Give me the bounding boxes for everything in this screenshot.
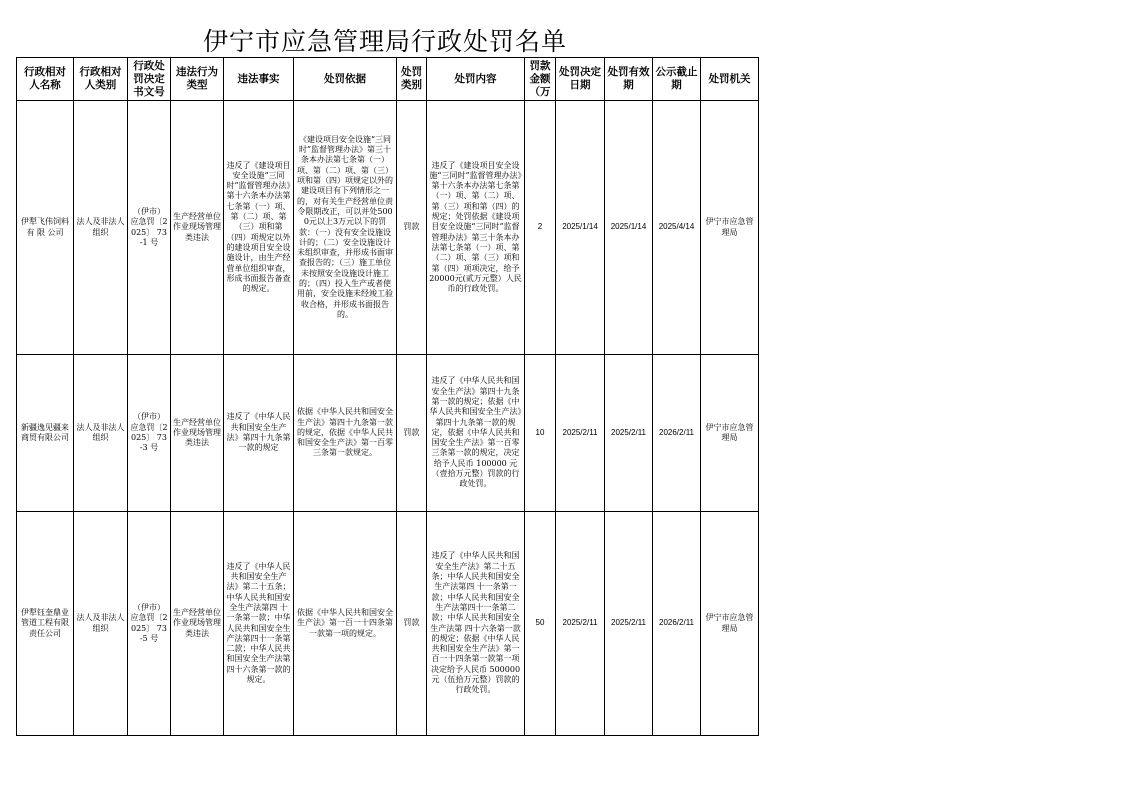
authority-cell: 伊宁市应急管理局 [701,512,759,736]
entity-name-cell: 伊犁飞伟饲料有 限 公司 [17,101,74,355]
penalty-basis-cell: 依据《中华人民共和国安全生产法》第四十九条第一款的规定，依据《中华人民共和国安全生产法》第一百零三条第一款规定。 [294,355,397,512]
fine-amount-cell: 50 [525,512,556,736]
document-number-cell: （伊市）应急罚〔2025〕 73-3 号 [128,355,171,512]
penalty-table [16,57,759,736]
penalty-content-cell: 违反了《中华人民共和国安全生产法》第四十九条第一款的规定；依据《中华人民共和国安全生产法》第四十九条第一款的规定，依据《中华人民共和国安全生产法》第一百零三条第一款的规定，决定给予人民币 100000 元（壹拾万元整）罚款的行政处罚。 [427,355,525,512]
header-cell: 处罚内容 [427,58,525,101]
page-title: 伊宁市应急管理局行政处罚名单 [202,27,567,56]
decision-date-cell: 2025/2/11 [556,512,605,736]
entity-category-cell: 法人及非法人组织 [74,355,128,512]
penalty-basis-cell: 依据《中华人民共和国安全生产法》第一百一十四条第一款第一项的规定。 [294,512,397,736]
validity-date-cell: 2025/1/14 [605,101,653,355]
entity-category-cell: 法人及非法人组织 [74,101,128,355]
header-cell: 处罚机关 [701,58,759,101]
table-header-row [17,58,759,101]
violation-type-cell: 生产经营单位作业现场管理类违法 [171,512,224,736]
penalty-type-cell: 罚款 [397,101,427,355]
header-cell: 行政相对人类别 [74,58,128,101]
decision-date-cell: 2025/2/11 [556,355,605,512]
violation-type-cell: 生产经营单位作业现场管理类违法 [171,355,224,512]
header-cell: 处罚类别 [397,58,427,101]
header-cell: 公示截止期 [653,58,701,101]
fine-amount-cell: 2 [525,101,556,355]
header-cell: 处罚依据 [294,58,397,101]
penalty-type-cell: 罚款 [397,512,427,736]
penalty-type-cell: 罚款 [397,355,427,512]
header-cell: 违法事实 [224,58,294,101]
publicity-end-cell: 2025/4/14 [653,101,701,355]
entity-name-cell: 伊犁钰奎鼎业管道工程有限责任公司 [17,512,74,736]
table-row [17,355,759,512]
header-cell: 违法行为类型 [171,58,224,101]
entity-name-cell: 新疆逸见疆来商贸有限公司 [17,355,74,512]
header-cell: 处罚决定日期 [556,58,605,101]
authority-cell: 伊宁市应急管理局 [701,101,759,355]
table-row [17,512,759,736]
authority-cell: 伊宁市应急管理局 [701,355,759,512]
publicity-end-cell: 2026/2/11 [653,512,701,736]
penalty-basis-cell: 《建设项目安全设施“三同时”监督管理办法》第三十条本办法第七条第（一）项、第（二）项、第（三）项和第（四）项规定以外的建设项目有下列情形之一的，对有关生产经营单位责令限期改正，可以并处5000元以上3万元以下的罚款：（一）没有安全设施设计的；（二）安全设施设计未组织审查，并形成书面审查报告的；（三）施工单位未按照安全设施设计施工的；（四）投入生产或者使用前，安全设施未经竣工验收合格，并形成书面报告的。 [294,101,397,355]
header-cell: 行政处罚决定书文号 [128,58,171,101]
validity-date-cell: 2025/2/11 [605,512,653,736]
header-cell: 行政相对人名称 [17,58,74,101]
entity-category-cell: 法人及非法人组织 [74,512,128,736]
publicity-end-cell: 2026/2/11 [653,355,701,512]
document-number-cell: （伊市）应急罚〔2025〕 73-5 号 [128,512,171,736]
header-cell: 罚款金额（万 [525,58,556,101]
validity-date-cell: 2025/2/11 [605,355,653,512]
penalty-content-cell: 违反了《中华人民共和国安全生产法》第二十五条；中华人民共和国安全生产法第四 十一条第一款；中华人民共和国安全生产法第四十一条第二款；中华人民共和国安全生产法第 四十六条第一款的规定；依据《中华人民共和国安全生产法》第一百一十四条第一款第一项决定给予人民币 500000 元（伍拾万元整）罚款的行政处罚。 [427,512,525,736]
violation-facts-cell: 违反了《建设项目安全设施“三同时”监督管理办法》第十六条本办法第七条第（一）项、第（二）项、第（三）项和第（四）项规定以外的建设项目安全设施设计，由生产经营单位组织审查，形成书面报告备查的规定。 [224,101,294,355]
violation-type-cell: 生产经营单位作业现场管理类违法 [171,101,224,355]
decision-date-cell: 2025/1/14 [556,101,605,355]
violation-facts-cell: 违反了《中华人民共和国安全生产法》第四十九条第一款的规定 [224,355,294,512]
header-cell: 处罚有效期 [605,58,653,101]
document-number-cell: （伊市）应急罚〔2025〕 73-1 号 [128,101,171,355]
penalty-content-cell: 违反了《建设项目安全设施“三同时”监督管理办法》第十六条本办法第七条第（一）项、第（二）项、第（三）项和第（四）的规定；处罚依据《建设项目安全设施“三同时”监督管理办法》第三十条本办法第七条第（一）项、第（二）项、第（三）项和第（四）项项决定，给予20000元(贰万元整）人民币的行政处罚。 [427,101,525,355]
fine-amount-cell: 10 [525,355,556,512]
violation-facts-cell: 违反了《中华人民共和国安全生产法》第二十五条；中华人民共和国安全生产法第四 十一条第一款；中华人民共和国安全生产法第四十一条第二款；中华人民共和国安全生产法第 四十六条第一款的规定。 [224,512,294,736]
table-row [17,101,759,355]
